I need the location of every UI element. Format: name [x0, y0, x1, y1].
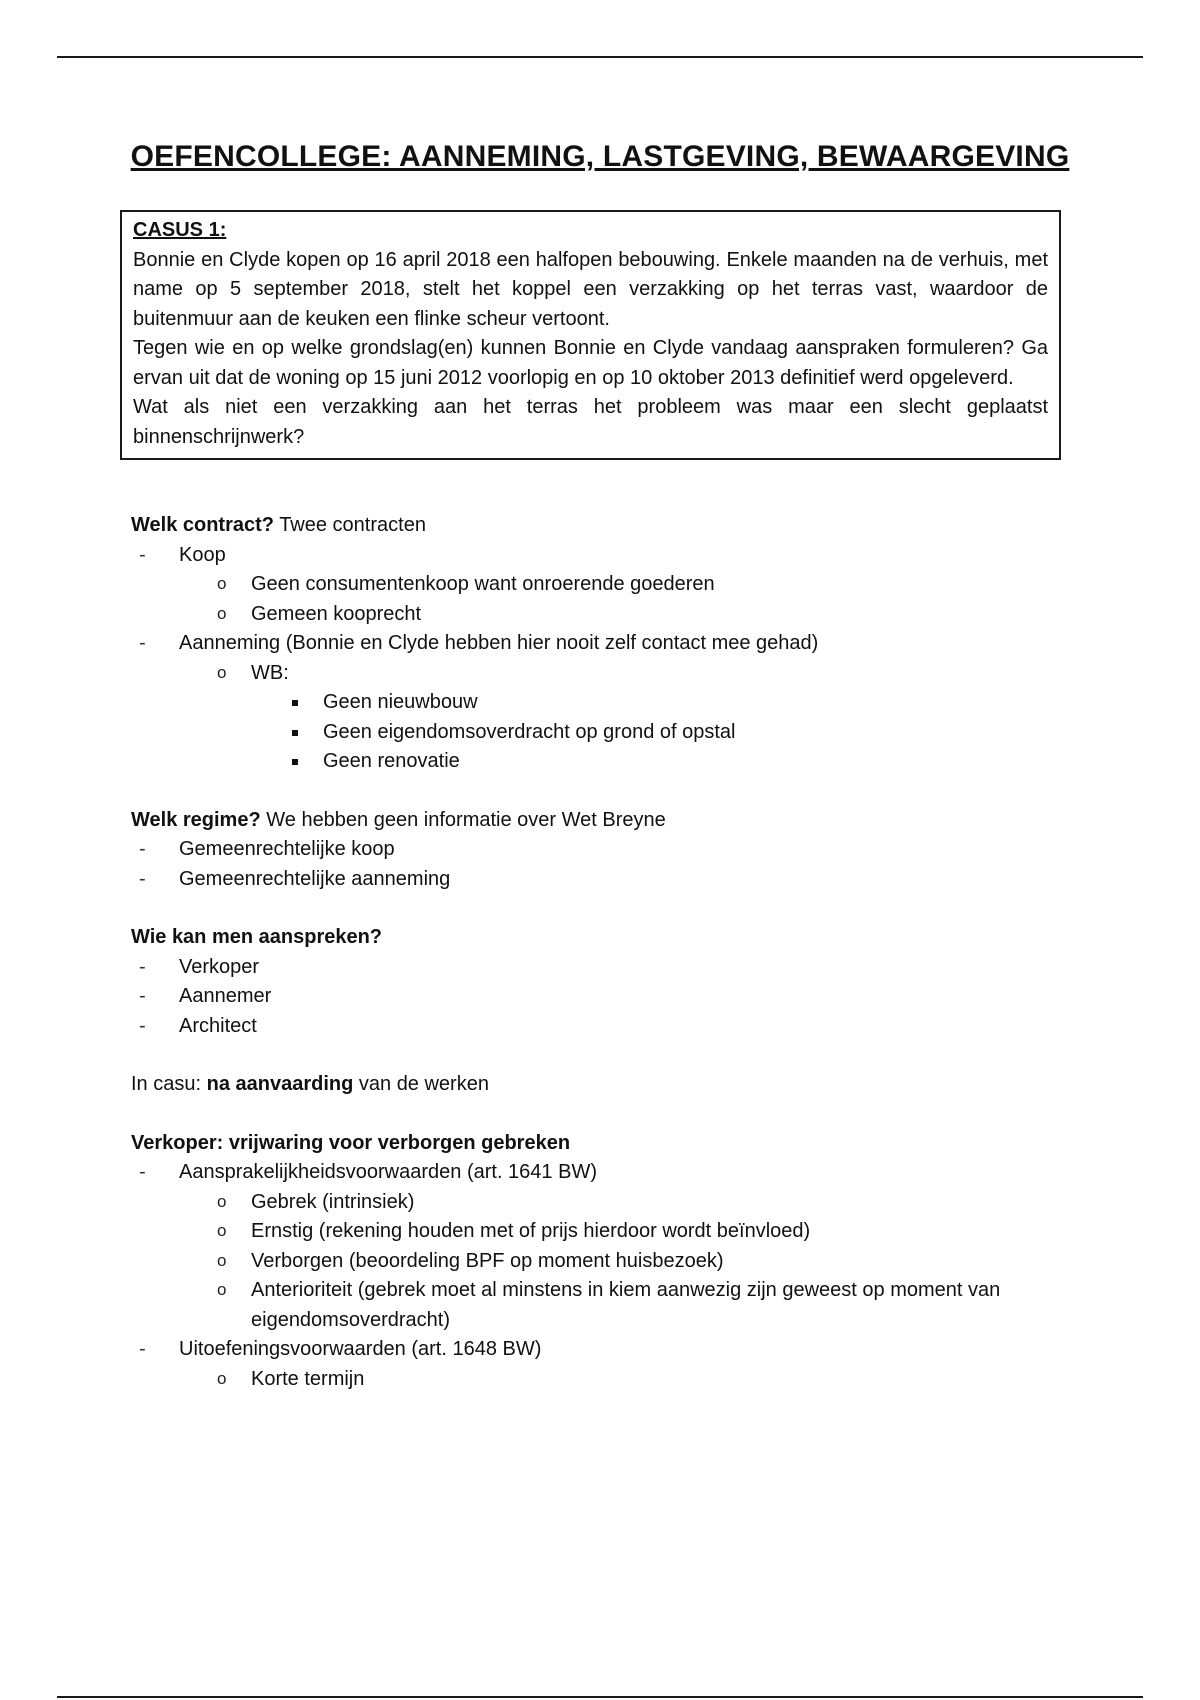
list-item: o Ernstig (rekening houden met of prijs hierdoor wordt beïnvloed) [131, 1217, 1071, 1247]
list-item: o Geen consumentenkoop want onroerende goederen [131, 570, 1071, 600]
list-item: - Architect [131, 1012, 1071, 1042]
list-item: o Verborgen (beoordeling BPF op moment huisbezoek) [131, 1247, 1071, 1277]
list-item: Geen nieuwbouw [131, 688, 1071, 718]
answer-content [131, 511, 1071, 1394]
verkoper-heading: Verkoper: vrijwaring voor verborgen gebreken [131, 1131, 571, 1154]
list-item: - Uitoefeningsvoorwaarden (art. 1648 BW) o Korte termijn [131, 1335, 1071, 1394]
list-item: o Gebrek (intrinsiek) [131, 1188, 1071, 1218]
casus-heading: CASUS 1: [133, 219, 227, 241]
casus-paragraph: Wat als niet een verzakking aan het terras het probleem was maar een slecht geplaatst binnenschrijnwerk? [133, 396, 1048, 448]
list-item: - Aannemer [131, 982, 1071, 1012]
list-item: Geen renovatie [131, 747, 1071, 777]
list-item: o Korte termijn [131, 1365, 1071, 1395]
regime-list [131, 835, 1071, 894]
verkoper-list [131, 1158, 1071, 1394]
list-item: - Aansprakelijkheidsvoorwaarden (art. 1641 BW) o Gebrek (intrinsiek) o Ernstig (rekening houden met of prijs hierdoor wordt beïnvloed) o Verborgen (beoordeling BPF op moment huisbezoek) o Anterioriteit (gebrek moet al minstens in kiem aanwezig zijn geweest op moment van eigendomsoverdracht) [131, 1158, 1071, 1335]
list-item: - Aanneming (Bonnie en Clyde hebben hier nooit zelf contact mee gehad) o WB: Geen nieuwbouw Geen eigendomsoverdracht op grond of opstal Geen renovatie [131, 629, 1071, 777]
list-item: - Koop o Geen consumentenkoop want onroerende goederen o Gemeen kooprecht [131, 541, 1071, 630]
regime-heading: Welk regime? We hebben geen informatie over Wet Breyne [131, 808, 666, 831]
top-rule [57, 56, 1143, 58]
bottom-rule [57, 1696, 1143, 1698]
list-item: o WB: Geen nieuwbouw Geen eigendomsoverdracht op grond of opstal Geen renovatie [131, 659, 1071, 777]
list-item: - Gemeenrechtelijke aanneming [131, 865, 1071, 895]
aanspreken-heading: Wie kan men aanspreken? [131, 926, 383, 948]
in-casu-line: In casu: na aanvaarding van de werken [131, 1073, 489, 1095]
list-item: - Gemeenrechtelijke koop [131, 835, 1071, 865]
contract-heading: Welk contract? Twee contracten [131, 514, 426, 536]
list-item: Geen eigendomsoverdracht op grond of opstal [131, 718, 1071, 748]
contract-list [131, 541, 1071, 777]
casus-paragraph: Bonnie en Clyde kopen op 16 april 2018 een halfopen bebouwing. Enkele maanden na de verhuis, met name op 5 september 2018, stelt het koppel een verzakking op het terras vast, waardoor de buitenmuur aan de keuken een flinke scheur vertoont. [133, 248, 1048, 330]
aanspreken-list [131, 953, 1071, 1042]
casus-box [120, 210, 1061, 460]
list-item: - Verkoper [131, 953, 1071, 983]
list-item: o Gemeen kooprecht [131, 600, 1071, 630]
page-title: OEFENCOLLEGE: AANNEMING, LASTGEVING, BEWAARGEVING [130, 140, 1070, 173]
casus-paragraph: Tegen wie en op welke grondslag(en) kunnen Bonnie en Clyde vandaag aanspraken formuleren? Ga ervan uit dat de woning op 15 juni 2012 voorlopig en op 10 oktober 2013 definitief werd opgeleverd. [133, 337, 1048, 389]
list-item: o Anterioriteit (gebrek moet al minstens in kiem aanwezig zijn geweest op moment van eigendomsoverdracht) [131, 1276, 1071, 1335]
